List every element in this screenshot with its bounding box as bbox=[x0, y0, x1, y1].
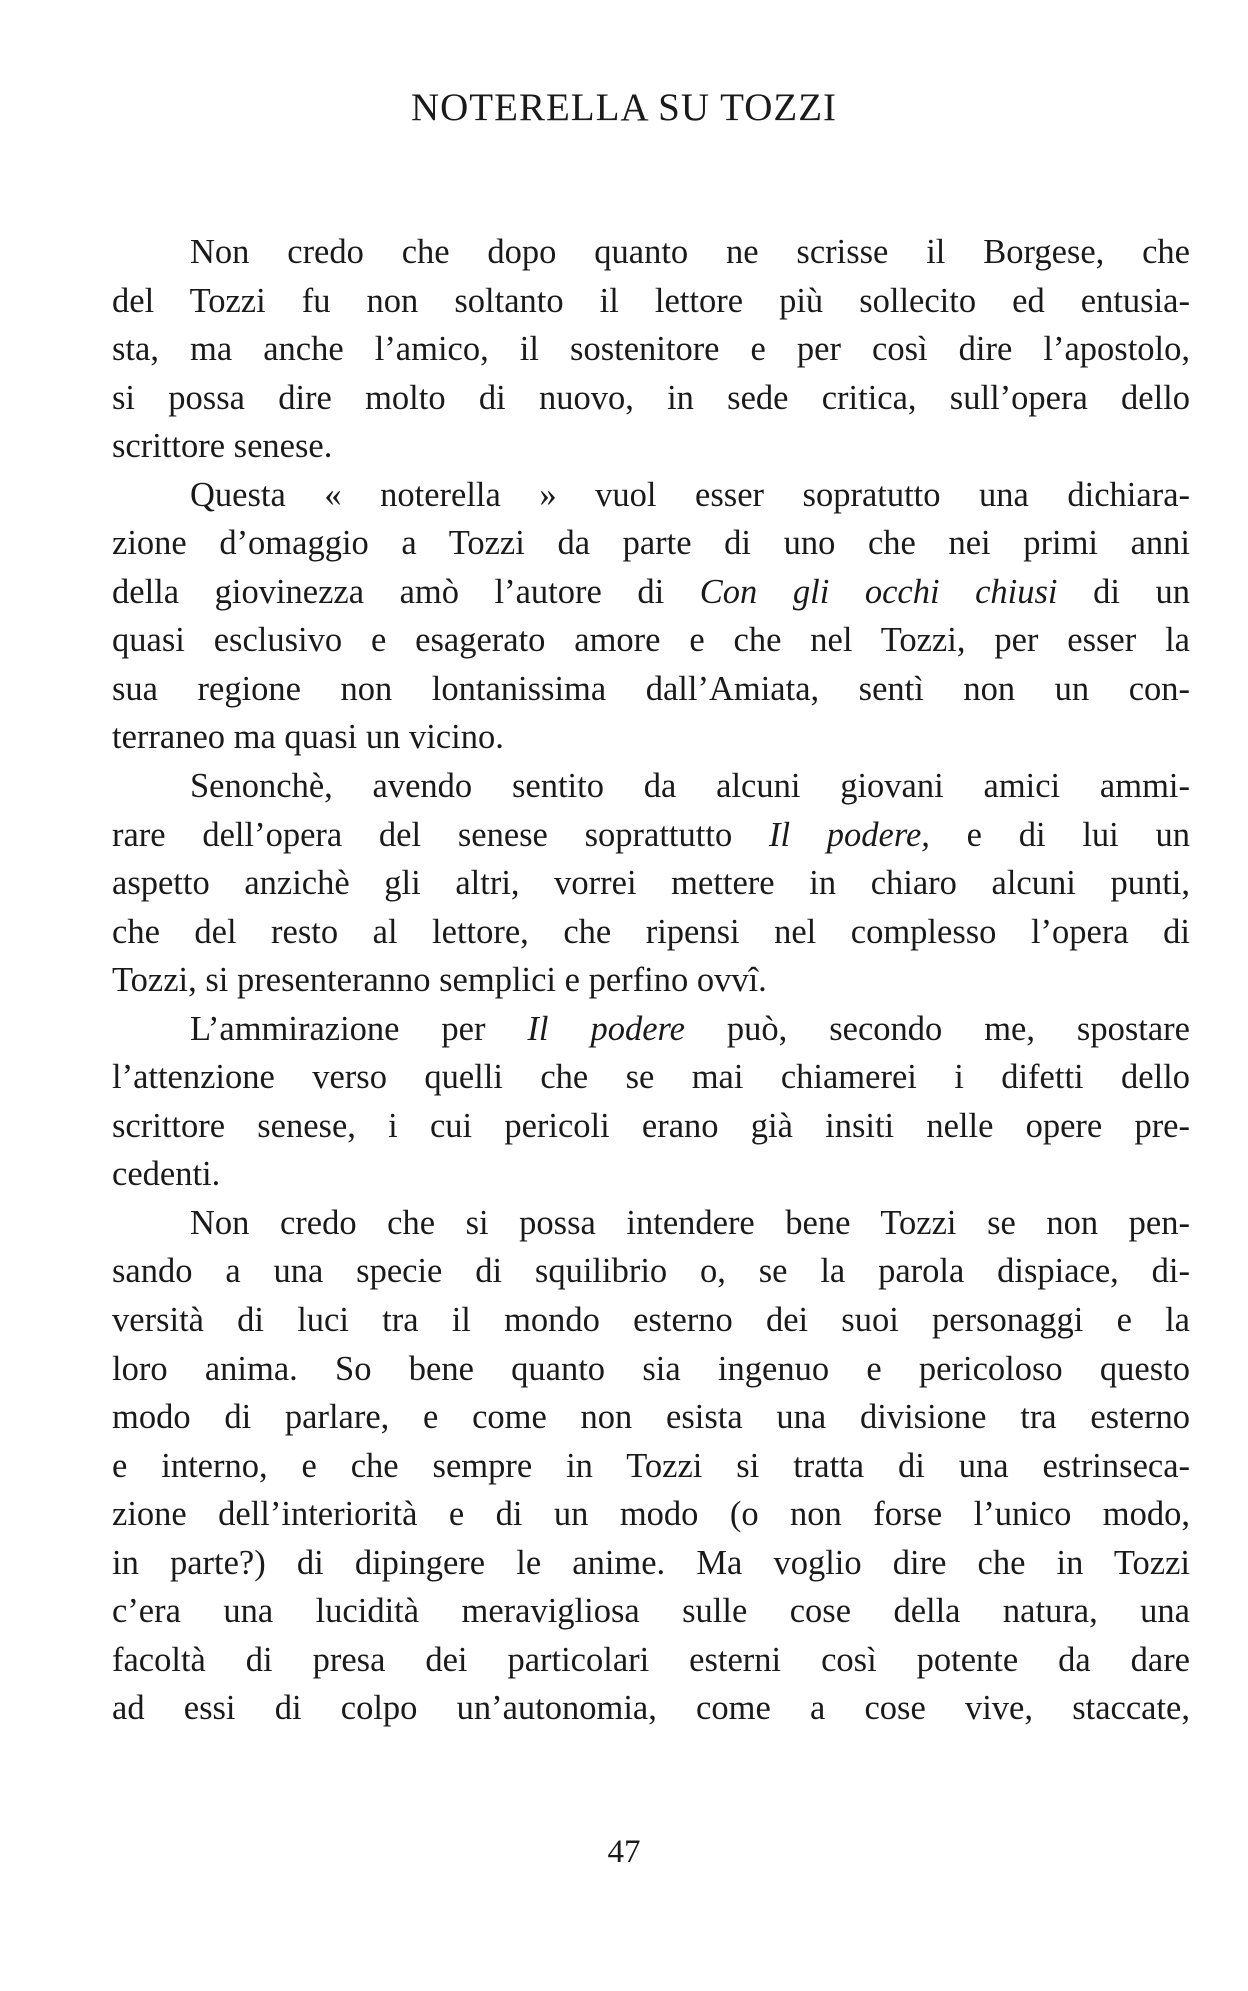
text-line: l’attenzione verso quelli che se mai chiamerei i difetti dello bbox=[112, 1058, 1190, 1097]
page-number: 47 bbox=[607, 1834, 641, 1870]
text-line: facoltà di presa dei particolari esterni così potente da dare bbox=[112, 1640, 1190, 1679]
text-line: si possa dire molto di nuovo, in sede critica, sull’opera dello bbox=[112, 378, 1190, 417]
text-line: cedenti. bbox=[112, 1155, 221, 1194]
body-text bbox=[112, 228, 1190, 1733]
text-line: c’era una lucidità meravigliosa sulle cose della natura, una bbox=[112, 1592, 1190, 1631]
text-line: rare dell’opera del senese soprattutto Il podere, e di lui un bbox=[112, 815, 1190, 854]
page-title: NOTERELLA SU TOZZI bbox=[410, 86, 838, 129]
text-line: quasi esclusivo e esagerato amore e che nel Tozzi, per esser la bbox=[112, 621, 1190, 660]
text-line: modo di parlare, e come non esista una divisione tra esterno bbox=[112, 1398, 1190, 1437]
text-line: Tozzi, si presenteranno semplici e perfino ovvî. bbox=[112, 961, 767, 1000]
text-line: Non credo che si possa intendere bene Tozzi se non pen- bbox=[190, 1203, 1190, 1242]
text-line: Questa « noterella » vuol esser sopratutto una dichiara- bbox=[190, 475, 1190, 514]
text-line: Non credo che dopo quanto ne scrisse il Borgese, che bbox=[190, 233, 1190, 271]
text-line: sando a una specie di squilibrio o, se la parola dispiace, di- bbox=[112, 1252, 1190, 1291]
text-line: ad essi di colpo un’autonomia, come a cose vive, staccate, bbox=[112, 1689, 1190, 1728]
text-line: che del resto al lettore, che ripensi nel complesso l’opera di bbox=[112, 912, 1190, 951]
text-line: e interno, e che sempre in Tozzi si tratta di una estrinseca- bbox=[112, 1446, 1190, 1485]
text-line: in parte?) di dipingere le anime. Ma voglio dire che in Tozzi bbox=[112, 1543, 1190, 1582]
text-line: terraneo ma quasi un vicino. bbox=[112, 718, 504, 757]
text-line: zione d’omaggio a Tozzi da parte di uno che nei primi anni bbox=[112, 524, 1190, 563]
text-line: scrittore senese, i cui pericoli erano già insiti nelle opere pre- bbox=[112, 1106, 1190, 1145]
text-line: scrittore senese. bbox=[112, 427, 333, 466]
text-line: loro anima. So bene quanto sia ingenuo e pericoloso questo bbox=[112, 1349, 1190, 1388]
text-line: L’ammirazione per Il podere può, secondo me, spostare bbox=[190, 1009, 1190, 1048]
text-line: del Tozzi fu non soltanto il lettore più sollecito ed entusia- bbox=[112, 281, 1190, 320]
text-line: sta, ma anche l’amico, il sostenitore e per così dire l’apostolo, bbox=[112, 330, 1190, 369]
text-line: sua regione non lontanissima dall’Amiata, sentì non un con- bbox=[112, 669, 1190, 708]
text-line: Senonchè, avendo sentito da alcuni giovani amici ammi- bbox=[190, 767, 1190, 806]
text-line: della giovinezza amò l’autore di Con gli occhi chiusi di un bbox=[112, 572, 1190, 611]
text-line: aspetto anzichè gli altri, vorrei mettere in chiaro alcuni punti, bbox=[112, 864, 1190, 903]
text-line: zione dell’interiorità e di un modo (o non forse l’unico modo, bbox=[112, 1495, 1190, 1534]
text-line: versità di luci tra il mondo esterno dei suoi personaggi e la bbox=[112, 1301, 1190, 1340]
